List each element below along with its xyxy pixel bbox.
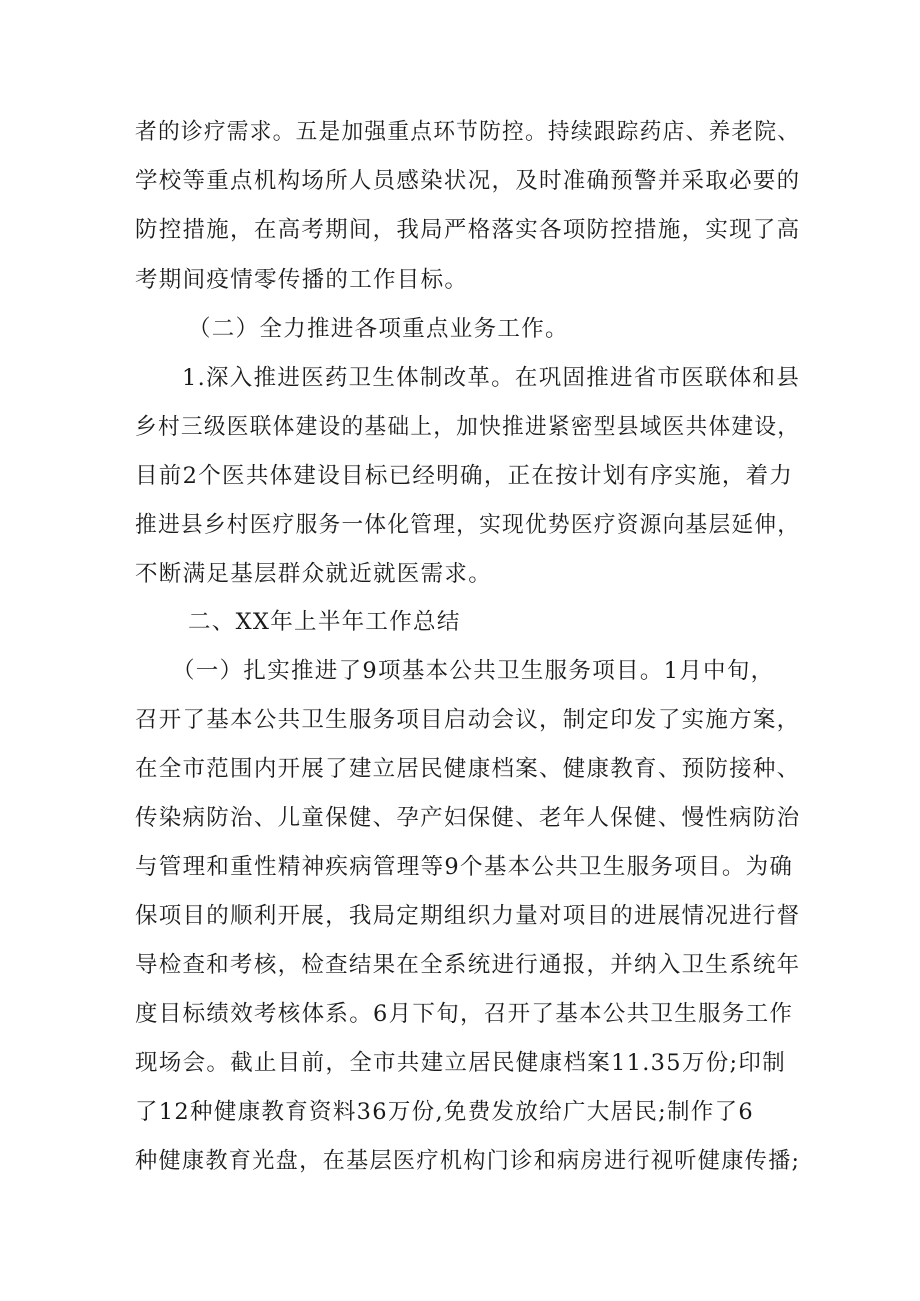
subheading: （二）全力推进各项重点业务工作。	[188, 316, 569, 342]
text-line: 现场会。截止目前，全市共建立居民健康档案11.35万份;印制	[135, 1050, 786, 1076]
text-line: 导检查和考核，检查结果在全系统进行通报，并纳入卫生系统年	[135, 952, 801, 978]
text-line: 推进县乡村医疗服务一体化管理，实现优势医疗资源向基层延伸，	[135, 512, 801, 538]
text-line: 不断满足基层群众就近就医需求。	[135, 561, 493, 587]
text-line: 1.深入推进医药卫生体制改革。在巩固推进省市医联体和县	[182, 365, 801, 391]
text-line: 者的诊疗需求。五是加强重点环节防控。持续跟踪药店、养老院、	[135, 119, 801, 145]
text-line: 种健康教育光盘，在基层医疗机构门诊和病房进行视听健康传播;	[135, 1148, 801, 1174]
text-line: 防控措施，在高考期间，我局严格落实各项防控措施，实现了高	[135, 217, 801, 243]
text-line: 度目标绩效考核体系。6月下旬，召开了基本公共卫生服务工作	[135, 1001, 794, 1027]
text-line: 考期间疫情零传播的工作目标。	[135, 267, 469, 293]
text-line: （一）扎实推进了9项基本公共卫生服务项目。1月中旬，	[172, 658, 775, 684]
text-line: 传染病防治、儿童保健、孕产妇保健、老年人保健、慢性病防治	[135, 805, 801, 831]
text-line: 学校等重点机构场所人员感染状况，及时准确预警并采取必要的	[135, 168, 801, 194]
text-line: 了12种健康教育资料36万份,免费发放给广大居民;制作了6	[135, 1099, 755, 1125]
text-line: 在全市范围内开展了建立居民健康档案、健康教育、预防接种、	[135, 756, 801, 782]
text-line: 召开了基本公共卫生服务项目启动会议，制定印发了实施方案，	[135, 707, 801, 733]
section-title: 二、XX年上半年工作总结	[188, 609, 461, 635]
text-line: 与管理和重性精神疾病管理等9个基本公共卫生服务项目。为确	[135, 854, 794, 880]
text-line: 目前2个医共体建设目标已经明确，正在按计划有序实施，着力	[135, 463, 794, 489]
text-line: 保项目的顺利开展，我局定期组织力量对项目的进展情况进行督	[135, 903, 801, 929]
text-line: 乡村三级医联体建设的基础上，加快推进紧密型县域医共体建设，	[135, 414, 801, 440]
